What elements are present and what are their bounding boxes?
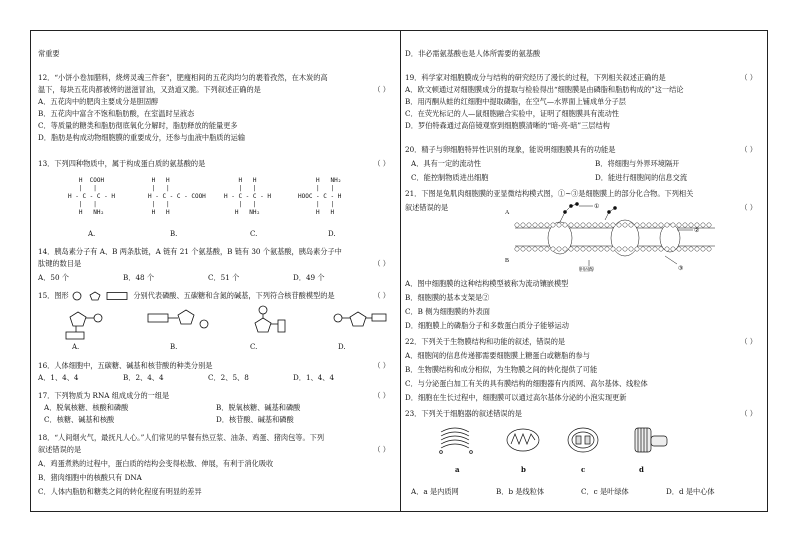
- q12-option-d: D．脂肪是构成动物细胞膜的重要成分，还参与血液中脂质的运输: [38, 133, 246, 142]
- q15-answer-paren: （ ）: [373, 291, 390, 300]
- phospholipid-head: [689, 223, 693, 227]
- phospholipid-head: [695, 247, 699, 251]
- phospholipid-head: [563, 223, 567, 227]
- q13-label-a: A.: [88, 230, 96, 238]
- q16-option-b: B．2、4、4: [123, 373, 164, 382]
- phospholipid-head: [689, 247, 693, 251]
- q14-stem: 14．胰岛素分子有 A、B 两条肽链，A 链有 21 个氨基酸，B 链有 30 个氨基酸，胰岛素分子中: [38, 247, 342, 256]
- q13-answer-paren: （ ）: [373, 159, 390, 168]
- phospholipid-head: [521, 247, 525, 251]
- q15-stem-pre: 15．图形: [38, 291, 69, 300]
- organelle-figures: [435, 422, 675, 462]
- q19-stem: 19．科学家对细胞膜成分与结构的研究经历了漫长的过程，下列相关叙述正确的是: [405, 73, 666, 82]
- q14-option-c: C．51 个: [208, 273, 240, 282]
- phospholipid-head: [551, 223, 555, 227]
- phospholipid-head: [707, 223, 711, 227]
- phospholipid-head: [665, 247, 669, 251]
- q14-stem-2: 肽键的数目是: [38, 259, 82, 268]
- phospholipid-head: [629, 247, 633, 251]
- phospholipid-head: [515, 247, 519, 251]
- q17-option-c: C．核糖、碱基和核酸: [44, 415, 115, 424]
- q18-answer-paren: （ ）: [373, 445, 390, 454]
- phospholipid-head: [515, 223, 519, 227]
- phospholipid-head: [611, 223, 615, 227]
- phospholipid-head: [557, 247, 561, 251]
- q18-option-d: D．非必需氨基酸也是人体所需要的氨基酸: [405, 49, 541, 58]
- q18-option-c: C．人体内脂肪和糖类之间的转化程度有明显的差异: [38, 487, 202, 496]
- fig21-label-2: ②: [694, 228, 700, 234]
- q19-option-d: D．罗伯特森通过高倍镜观察到细胞膜清晰的“暗-亮-暗”三层结构: [405, 121, 610, 130]
- phospholipid-head: [653, 247, 657, 251]
- q16-option-a: A．1、4、4: [38, 373, 79, 382]
- phospholipid-head: [659, 223, 663, 227]
- q15-label-a: A.: [72, 343, 80, 351]
- q23-options: [411, 486, 751, 497]
- q14-option-d: D．49 个: [293, 273, 325, 282]
- q21-answer-paren: （ ）: [740, 203, 757, 212]
- q15-label-d: D.: [338, 343, 346, 351]
- phospholipid-head: [581, 247, 585, 251]
- q15-legend-shapes: [71, 291, 131, 301]
- phospholipid-head: [647, 223, 651, 227]
- phospholipid-head: [575, 223, 579, 227]
- phospholipid-head: [665, 223, 669, 227]
- q20-option-b: B．将细胞与外界环境隔开: [595, 159, 680, 168]
- q14-options: [38, 272, 378, 283]
- q21-option-b: B．细胞膜的基本支架是②: [405, 293, 490, 302]
- q23-fig-label-c: c: [581, 465, 586, 474]
- phospholipid-head: [575, 247, 579, 251]
- q23-fig-label-a: a: [455, 465, 460, 474]
- fig21-label-1: ①: [594, 204, 600, 210]
- q14-answer-paren: （ ）: [373, 259, 390, 268]
- q17-option-d: D．核苷酸、碱基和磷酸: [216, 415, 294, 424]
- q19-option-c: C．在荧光标记的人—鼠细胞融合实验中，证明了细胞膜具有流动性: [405, 109, 619, 118]
- fig21-label-b: B: [505, 258, 510, 264]
- q13-molecule-a: H COOH | | H - C - C - H | | H NH₂: [68, 177, 115, 216]
- phospholipid-head: [539, 247, 543, 251]
- q20-option-a: A．具有一定的流动性: [411, 159, 481, 168]
- q16-answer-paren: （ ）: [373, 361, 390, 370]
- fig21-label-a: A: [505, 210, 510, 216]
- phospholipid-head: [683, 247, 687, 251]
- phospholipid-head: [569, 247, 573, 251]
- q18-option-a: A．鸡蛋煮熟的过程中，蛋白质的结构会变得松散、伸展，有利于消化吸收: [38, 459, 274, 468]
- q17-stem: 17．下列物质为 RNA 组成成分的一组是: [38, 391, 170, 400]
- phospholipid-head: [653, 223, 657, 227]
- phospholipid-head: [701, 223, 705, 227]
- q12-answer-paren: （ ）: [373, 85, 390, 94]
- phospholipid-head: [533, 223, 537, 227]
- q20-answer-paren: （ ）: [740, 145, 757, 154]
- q22-option-d: D．细胞在生长过程中，细胞膜可以通过高尔基体分泌的小泡实现更新: [405, 393, 627, 402]
- q17-option-a: A．脱氧核糖、核酸和磷酸: [44, 403, 129, 412]
- phospholipid-head: [545, 247, 549, 251]
- q22-option-c: C．与分泌蛋白加工有关的具有膜结构的细胞器有内质网、高尔基体、线粒体: [405, 379, 648, 388]
- q21-stem-2: 叙述错误的是: [405, 203, 449, 212]
- q14-option-a: A．50 个: [38, 273, 69, 282]
- phospholipid-head: [617, 223, 621, 227]
- phospholipid-head: [521, 223, 525, 227]
- q19-option-b: B．用丙酮从蛙的红细胞中提取磷脂，在空气—水界面上铺成单分子层: [405, 97, 626, 106]
- phospholipid-head: [593, 223, 597, 227]
- phospholipid-head: [599, 223, 603, 227]
- q15-stem-post: 分别代表磷酸、五碳糖和含氮的碱基，下列符合核苷酸模型的是: [133, 291, 335, 300]
- q13-label-c: C.: [250, 230, 258, 238]
- phospholipid-head: [593, 247, 597, 251]
- q23-option-a: A．a 是内质网: [411, 487, 459, 496]
- phospholipid-head: [641, 247, 645, 251]
- phospholipid-head: [671, 223, 675, 227]
- phospholipid-head: [605, 223, 609, 227]
- q13-molecule-d: H NH₂ | | HOOC - C - H | | H H: [298, 177, 342, 216]
- q13-molecule-b: H H | | H - C - C - COOH | | H H: [148, 177, 206, 216]
- phospholipid-head: [563, 247, 567, 251]
- q12-stem: 12．“小饼小卷加腊料，烧烤灵魂三件套”，肥瘦相间的五花肉均匀的裹着孜然，在木炭的高: [38, 73, 328, 82]
- phospholipid-head: [581, 223, 585, 227]
- phospholipid-head: [587, 247, 591, 251]
- phospholipid-head: [635, 247, 639, 251]
- q23-fig-label-b: b: [521, 465, 526, 474]
- q21-option-d: D．细胞膜上的磷脂分子和多数蛋白质分子能够运动: [405, 321, 569, 330]
- q21-option-c: C．B 侧为细胞膜的外表面: [405, 307, 490, 316]
- q17-answer-paren: （ ）: [373, 391, 390, 400]
- q18-option-b: B．猪肉细胞中的核酸只有 DNA: [38, 473, 142, 482]
- q22-answer-paren: （ ）: [740, 337, 757, 346]
- q18-stem-2: 叙述错误的是: [38, 445, 82, 454]
- q13-label-d: D.: [328, 230, 336, 238]
- q15-nucleotide-models: [58, 304, 388, 344]
- phospholipid-head: [611, 247, 615, 251]
- q20-option-d: D．能进行细胞间的信息交流: [595, 173, 688, 182]
- phospholipid-head: [647, 247, 651, 251]
- carryover-text: 常重要: [38, 49, 60, 58]
- phospholipid-head: [623, 223, 627, 227]
- column-divider: [400, 30, 401, 512]
- q16-stem: 16．人体细胞中，五碳糖、碱基和核苷酸的种类分别是: [38, 361, 213, 370]
- q12-option-c: C．等质量的糖类和脂肪彻底氧化分解时，脂肪释放的能量更多: [38, 121, 238, 130]
- q13-label-b: B.: [170, 230, 178, 238]
- phospholipid-head: [587, 223, 591, 227]
- q23-answer-paren: （ ）: [740, 409, 757, 418]
- q23-option-c: C．c 是叶绿体: [581, 487, 629, 496]
- phospholipid-head: [707, 247, 711, 251]
- q16-option-c: C．2、5、8: [208, 373, 249, 382]
- phospholipid-head: [617, 247, 621, 251]
- phospholipid-head: [695, 223, 699, 227]
- phospholipid-head: [677, 247, 681, 251]
- phospholipid-head: [701, 247, 705, 251]
- q13-stem: 13．下列四种物质中，属于构成蛋白质的氨基酸的是: [38, 159, 206, 168]
- q16-option-d: D．1、4、4: [293, 373, 335, 382]
- fig21-label-cholesterol: 胆固醇: [579, 268, 595, 272]
- q18-stem: 18．“人间烟火气，最抚凡人心。”人们常见的早餐有热豆浆、油条、鸡蛋、猪肉包等。下列: [38, 433, 325, 442]
- q13-molecule-c: H H | | H - C - C - H | | H NH₂: [224, 177, 271, 216]
- phospholipid-head: [605, 247, 609, 251]
- q17-option-b: B．脱氧核糖、碱基和磷酸: [216, 403, 301, 412]
- phospholipid-head: [641, 223, 645, 227]
- cell-membrane-diagram: [505, 200, 725, 272]
- fig21-label-3: ③: [678, 266, 684, 272]
- phospholipid-head: [635, 223, 639, 227]
- q21-stem: 21．下图是兔肌肉细胞膜的亚显微结构模式图，①~③是细胞膜上的部分化合物。下列相关: [405, 189, 694, 198]
- phospholipid-head: [683, 223, 687, 227]
- q20-option-c: C．能控制物质进出细胞: [411, 173, 489, 182]
- phospholipid-head: [623, 247, 627, 251]
- phospholipid-head: [629, 223, 633, 227]
- q22-stem: 22．下列关于生物膜结构和功能的叙述，错误的是: [405, 337, 566, 346]
- phospholipid-head: [545, 223, 549, 227]
- q15-label-b: B.: [170, 343, 178, 351]
- q23-fig-label-d: d: [639, 465, 644, 474]
- phospholipid-head: [557, 223, 561, 227]
- phospholipid-head: [527, 223, 531, 227]
- q22-option-b: B．生物膜结构和成分相似，为生物膜之间的转化提供了可能: [405, 365, 598, 374]
- phospholipid-head: [599, 247, 603, 251]
- q15-label-c: C.: [250, 343, 258, 351]
- q21-option-a: A．图中细胞膜的这种结构模型被称为流动镶嵌模型: [405, 279, 569, 288]
- q19-option-a: A．欧文顿通过对细胞膜成分的提取与检验得出“细胞膜是由磷脂和脂肪构成的”这一结论: [405, 85, 684, 94]
- phospholipid-head: [527, 247, 531, 251]
- q23-option-d: D．d 是中心体: [666, 487, 715, 496]
- q23-stem: 23．下列关于细胞器的叙述错误的是: [405, 409, 522, 418]
- q22-option-a: A．细胞间的信息传递都需要细胞膜上糖蛋白或糖脂的参与: [405, 351, 590, 360]
- q12-stem-2: 温下，每块五花肉都被烤的滋滋冒油，又劲道又脆。下列叙述正确的是: [38, 85, 261, 94]
- q19-answer-paren: （ ）: [740, 73, 757, 82]
- phospholipid-head: [671, 247, 675, 251]
- q14-option-b: B．48 个: [123, 273, 155, 282]
- phospholipid-head: [539, 223, 543, 227]
- q12-option-b: B．五花肉中富含不饱和脂肪酸，在室温时呈液态: [38, 109, 195, 118]
- phospholipid-head: [659, 247, 663, 251]
- phospholipid-head: [533, 247, 537, 251]
- q12-option-a: A．五花肉中的肥肉主要成分是胆固醇: [38, 97, 159, 106]
- q16-options: [38, 372, 378, 383]
- q20-stem: 20．精子与卵细胞特异性识别的现象，能说明细胞膜具有的功能是: [405, 145, 616, 154]
- phospholipid-head: [677, 223, 681, 227]
- phospholipid-head: [569, 223, 573, 227]
- phospholipid-head: [551, 247, 555, 251]
- q23-option-b: B．b 是线粒体: [496, 487, 545, 496]
